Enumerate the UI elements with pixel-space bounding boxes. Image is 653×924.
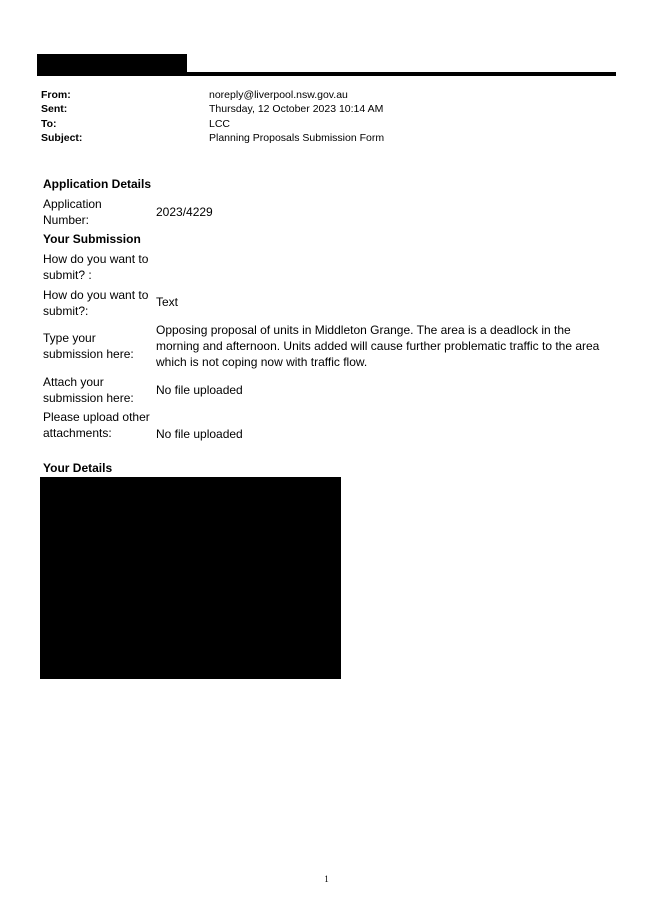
attach-submission-value: No file uploaded bbox=[156, 383, 243, 397]
sent-value: Thursday, 12 October 2023 10:14 AM bbox=[209, 103, 384, 115]
your-submission-heading: Your Submission bbox=[43, 232, 141, 246]
application-number-value: 2023/4229 bbox=[156, 205, 213, 219]
application-number-label: Application Number: bbox=[43, 197, 102, 227]
how-submit-label-1: How do you want to submit? : bbox=[43, 252, 149, 282]
your-details-heading: Your Details bbox=[43, 461, 113, 475]
application-details-heading: Application Details bbox=[43, 177, 152, 191]
how-submit-label-2: How do you want to submit?: bbox=[43, 288, 149, 318]
other-attachments-value: No file uploaded bbox=[156, 427, 243, 441]
header-divider bbox=[37, 72, 616, 76]
attach-submission-label: Attach your submission here: bbox=[43, 375, 134, 405]
from-value: noreply@liverpool.nsw.gov.au bbox=[209, 89, 348, 101]
header-redaction-block bbox=[37, 54, 187, 74]
from-label: From: bbox=[41, 89, 71, 101]
type-submission-value: Opposing proposal of units in Middleton Grange. The area is a deadlock in the morning and afternoon. Units added will cause further problematic traffic to the area which is not coping now with traffic flow. bbox=[156, 323, 600, 369]
subject-value: Planning Proposals Submission Form bbox=[209, 132, 385, 144]
details-redaction-block bbox=[40, 477, 341, 679]
to-value: LCC bbox=[209, 118, 231, 130]
other-attachments-label: Please upload other attachments: bbox=[43, 410, 150, 440]
type-submission-label: Type your submission here: bbox=[43, 331, 134, 361]
how-submit-value-2: Text bbox=[156, 295, 179, 309]
to-label: To: bbox=[41, 118, 57, 130]
sent-label: Sent: bbox=[41, 103, 68, 115]
subject-label: Subject: bbox=[41, 132, 83, 144]
page-number: 1 bbox=[324, 874, 329, 884]
